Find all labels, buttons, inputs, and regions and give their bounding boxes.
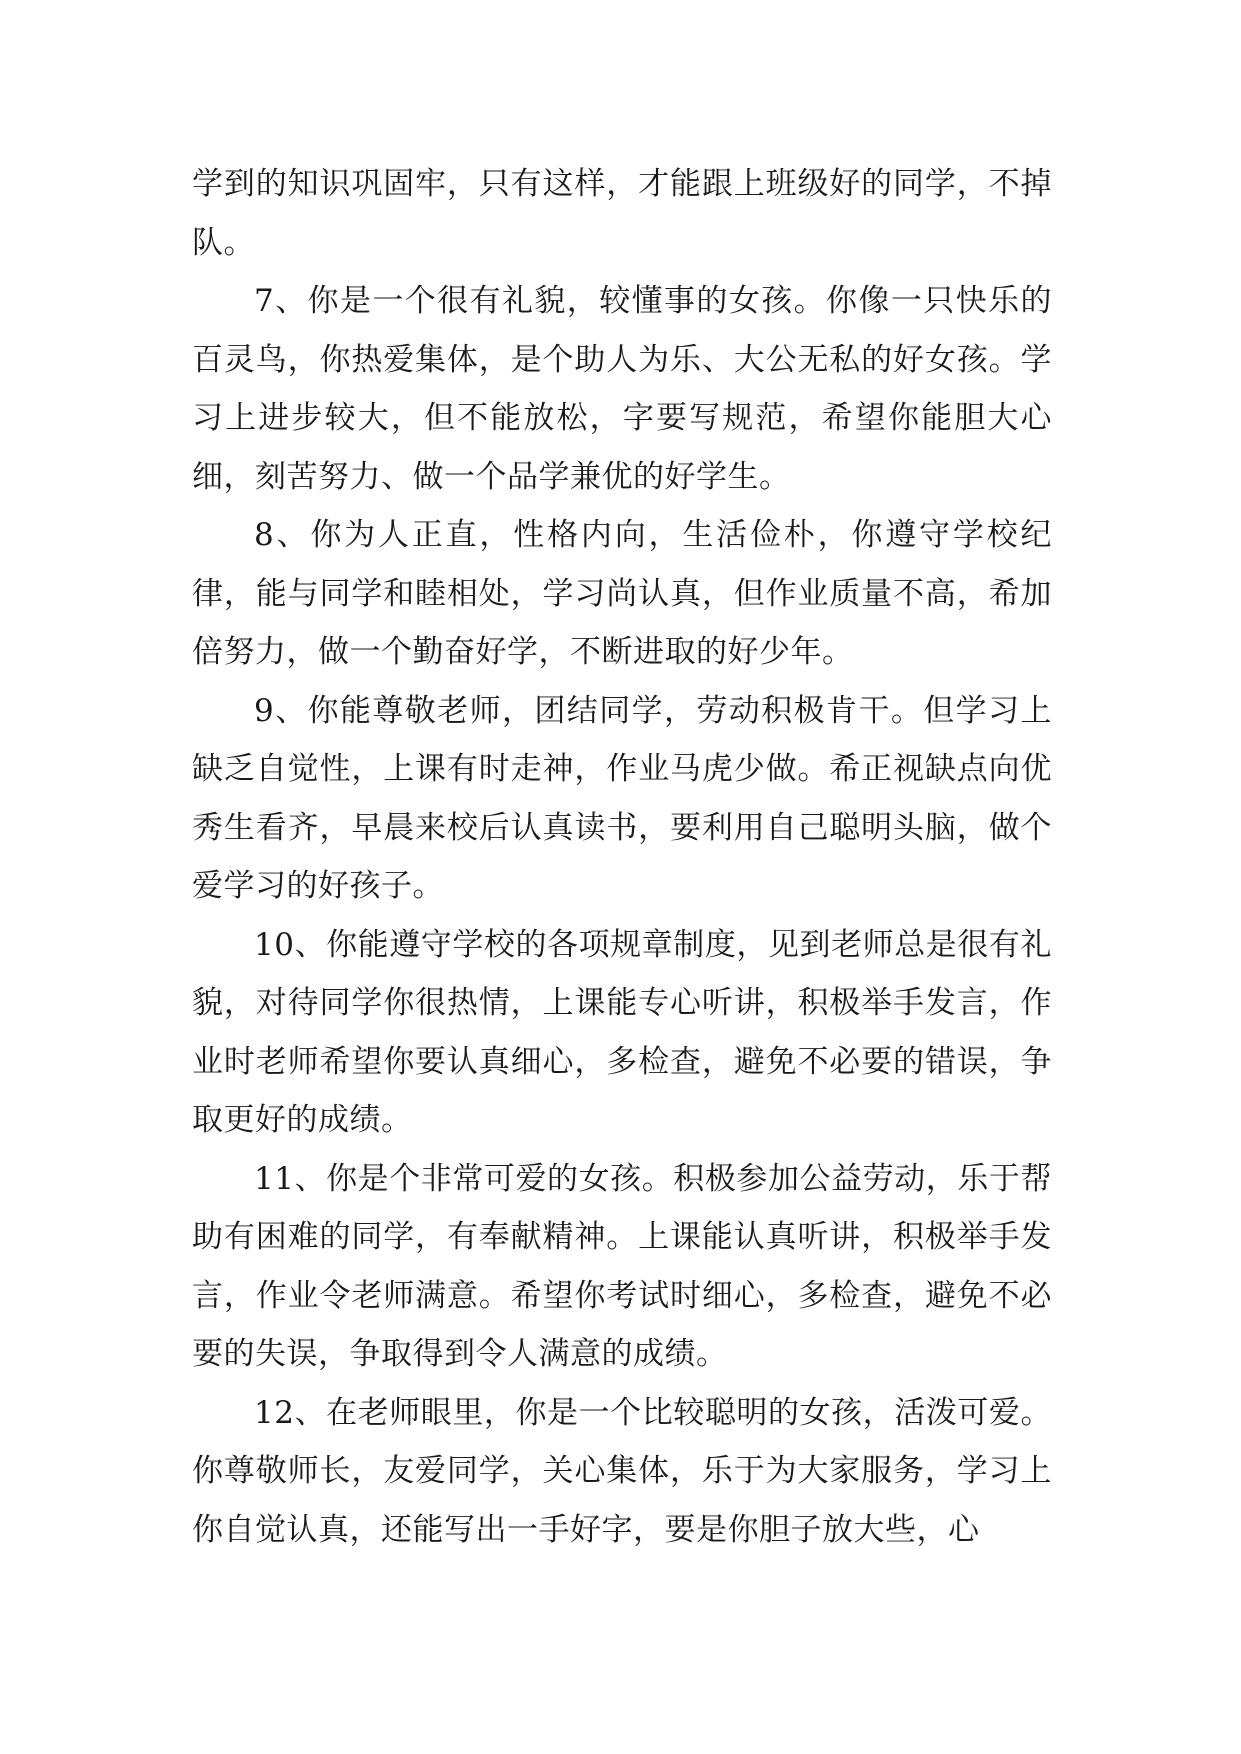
paragraph-continuation: 学到的知识巩固牢，只有这样，才能跟上班级好的同学，不掉队。: [192, 166, 1052, 261]
paragraph-comment-12: 12、在老师眼里，你是一个比较聪明的女孩，活泼可爱。你尊敬师长，友爱同学，关心集体，乐于为大家服务，学习上你自觉认真，还能写出一手好字，要是你胆子放大些，心: [192, 1394, 1052, 1548]
document-body: [192, 155, 1052, 1559]
paragraph-comment-11: 11、你是个非常可爱的女孩。积极参加公益劳动，乐于帮助有困难的同学，有奉献精神。上课能认真听讲，积极举手发言，作业令老师满意。希望你考试时细心，多检查，避免不必要的失误，争取得到令人满意的成绩。: [192, 1160, 1052, 1372]
paragraph-comment-8: 8、你为人正直，性格内向，生活俭朴，你遵守学校纪律，能与同学和睦相处，学习尚认真，但作业质量不高，希加倍努力，做一个勤奋好学，不断进取的好少年。: [192, 517, 1052, 670]
paragraph-comment-9: 9、你能尊敬老师，团结同学，劳动积极肯干。但学习上缺乏自觉性，上课有时走神，作业马虎少做。希正视缺点向优秀生看齐，早晨来校后认真读书，要利用自己聪明头脑，做个爱学习的好孩子。: [192, 692, 1052, 904]
paragraph-comment-10: 10、你能遵守学校的各项规章制度，见到老师总是很有礼貌，对待同学你很热情，上课能专心听讲，积极举手发言，作业时老师希望你要认真细心，多检查，避免不必要的错误，争取更好的成绩。: [192, 926, 1052, 1138]
paragraph-comment-7: 7、你是一个很有礼貌，较懂事的女孩。你像一只快乐的百灵鸟，你热爱集体，是个助人为乐、大公无私的好女孩。学习上进步较大，但不能放松，字要写规范，希望你能胆大心细，刻苦努力、做一个品学兼优的好学生。: [192, 283, 1052, 495]
